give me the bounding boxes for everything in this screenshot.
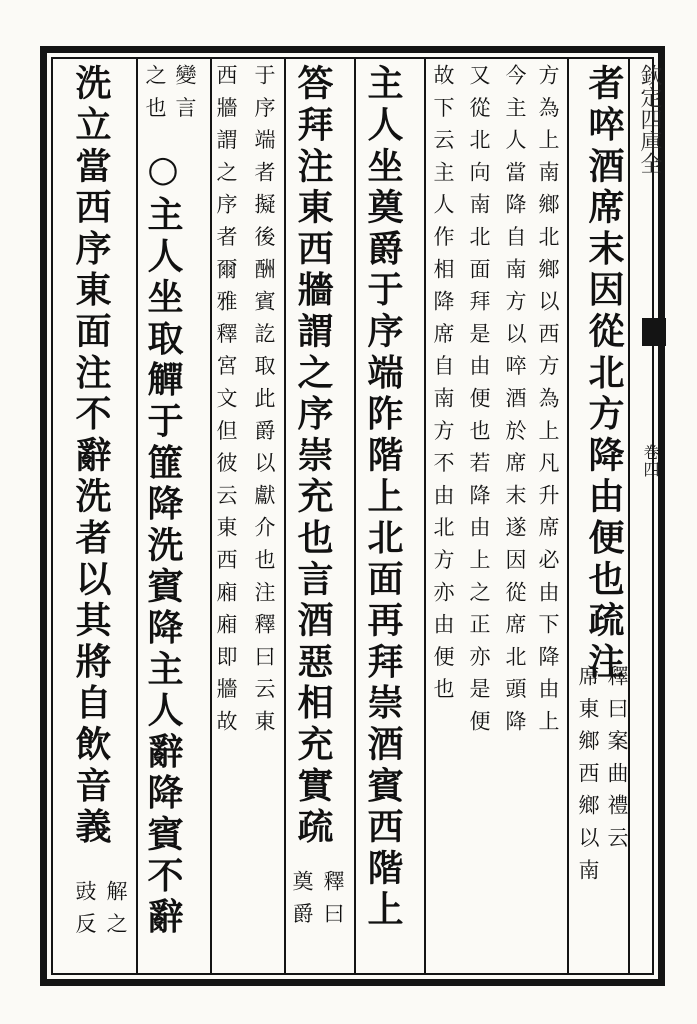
text-column-3: 方為上南鄉北鄉以西方為上凡升席必由下降由上 [536,64,560,743]
juan-number: 卷四 [641,444,660,478]
column-rule [136,57,138,975]
text-column-12: 于序端者擬後酬賓訖取此爵以獻介也注釋曰云東 [252,64,276,743]
text-column-18: 解之 [104,880,128,945]
text-column-17: 洗立當西序東面注不辭洗者以其將自飲音義 [70,64,112,849]
center-strip [628,57,654,975]
banxin-title: 欽定四庫全 [637,64,662,174]
text-column-2: 釋曰案曲禮云 [605,665,629,859]
column-rule [567,57,569,975]
text-column-6: 又從北向南北面拜是由便也若降由上之正亦是便 [467,64,491,743]
column-rule [284,57,286,975]
text-column-11: 奠爵 [290,870,314,935]
text-column-14: 變言 [173,64,197,129]
column-rule [354,57,356,975]
fish-tail-mark [642,318,666,346]
column-rule [210,57,212,975]
text-column-15: 之也 [143,64,167,129]
text-column-8: 主人坐奠爵于序端阼階上北面再拜崇酒賓西階上 [362,64,404,932]
text-column-13: 西牆謂之序者爾雅釋宮文但彼云東西廂廂即牆故 [214,64,238,743]
text-column-10: 釋曰 [321,870,345,935]
text-column-19: 豉反 [73,880,97,945]
text-column-1: 者啐酒席末因從北方降由便也疏注 [583,64,625,684]
column-rule [424,57,426,975]
text-column-7: 故下云主人作相降席自南方不由北方亦由便也 [431,64,455,710]
text-column-5: 今主人當降自南方以啐酒於席末遂因從席北頭降 [503,64,527,743]
text-column-4: 席東鄉西鄉以南 [576,665,600,892]
text-column-16: ○主人坐取觶于篚降洗賓降主人辭降賓不辭 [142,148,184,939]
text-column-9: 答拜注東西牆謂之序崇充也言酒惡相充實疏 [292,64,334,849]
